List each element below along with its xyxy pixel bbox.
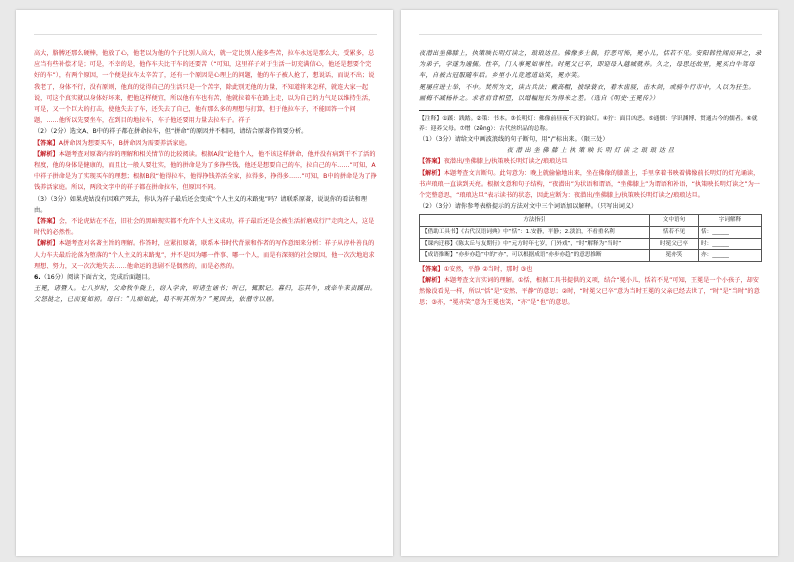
sub-question-2: （2）（3分）请你参考表格提示的方法对文中三个词语加以解释。（只写出词义） [419,203,638,211]
sub-question-1: （1）（3分）请给文中画波浪线的句子断句，用“/”标出来。（限三处） [419,136,609,144]
classical-passage-start: 王冕，诸暨人。七八岁时，父命牧牛陇上，窃入学舍，听诸生诵书；听已，辄默记。暮归，忘其牛，或牵牛来责蹊田。父怒挞之，已而复如初。母曰：“儿痴如此，曷不听其所为？”冕因去，依僧寺以居。 [34,285,377,304]
annotation-notes: 【注释】①蹊：践踏。②策：书本。③长明灯：佛像前昼夜不灭的油灯。④狞：面目凶恶。⑤通儒：学识渊博、贯通古今的儒者。⑥就养：迎养父母。⑦缯（zēng）：古代丝织品的总称。 [419,116,758,132]
header-rule [419,34,762,35]
table-cell: 【借助工具书】《古代汉语词典》中“恬”：1.安静，平静；2.淡泊，不看重名利 [420,227,650,239]
answer-3: 【答案】会，不论虎姑在不在，旧社会的黑暗现实都不允许个人主义成功，祥子最后还是会被生活折磨成行尸走肉之人，这是时代的必然性。 [34,218,375,237]
classical-passage-2: 冕屡应进士举，不中。焚所为文，读古兵法；戴高帽，披绿蓑衣，着木齿屐，击木剑，或骑牛行市中，人以为狂生。 [419,83,755,91]
question-3: （3）（3分）如果虎姑没有因难产死去，你认为祥子最后还会变成“个人主义的末路鬼”吗？请联系原著，说说你的看法和理由。 [34,195,367,214]
left-page [16,10,393,556]
table-header-cell: 文中语句 [650,215,699,227]
right-page [401,10,778,556]
table-row [420,238,762,250]
explanation-2: 【解析】本题考查对原著内容的理解和相关情节的比较阅读。根据A段“论他个人，他不该这样拼命，他并没有病到干不了活的程度，他的身体是健康的，而且比一般人要壮实，他的拼命是为了多挣些钱，他还是想要自己的车，拉自己的车……”可知，A中祥子拼命是为了实现买车的理想；根据B段“他得拉车，他得挣钱养活全家，拉得多，挣得多……”可知，B中的拼命是为了挣钱养活家庭。所以，两段文字中的祥子都在拼命拉车，但原因不同。 [34,150,377,192]
classical-passage-3: 画梅不减杨补之。求者肩背相望，以缯幅短长为得米之差。（选自《明史·王冕传》） [419,94,659,102]
table-cell: 亦：______ [699,250,762,262]
explanation-sub-1: 【解析】本题考查文言断句。此句意为：晚上就偷偷地出来，坐在佛像的膝盖上，手里拿着书映着佛像前长明灯的灯光诵读，书声琅琅一直读到天亮。根据文意和句子结构，“夜潜出”为状语和谓语，“坐佛膝上”为谓语和补语，“执策映长明灯读之”为一个完整意思，“琅琅达旦”表示读书的状态，因此应断为：夜潜出/坐佛膝上/执策映长明灯读之/琅琅达旦。 [419,169,760,200]
question-2: （2）（2分）选文A、B中的祥子都在拼命拉车，但“拼命”的原因并不相同，请结合原著作简要分析。 [34,128,308,136]
table-header-row [420,215,762,227]
document-spread [16,10,778,556]
method-table [419,214,762,261]
table-cell: 【成语推断】“亦步亦趋”中的“亦”，可以根据成语“亦步亦趋”的意思推断 [420,250,650,262]
table-cell: 【课内迁移】《陈太丘与友期行》中“元方时年七岁，门外戏”，“时”解释为“当时” [420,238,650,250]
table-cell: 恬：______ [699,227,762,239]
sentence-to-punctuate: 夜 潜 出 坐 佛 膝 上 执 策 映 长 明 灯 读 之 琅 琅 达 旦 [506,147,675,155]
table-cell: 时冕父已卒 [650,238,699,250]
explanation-3: 【解析】本题考查对名著主旨的理解。作答时，应紧扣原著，联系本书时代背景和作者的写作意图来分析：祥子从淳朴善良的人力车夫最后沦落为堕落的“个人主义的末路鬼”，并不是因为哪一件事、哪一个人，而是有深刻的社会原因，他一次次地追求理想、努力，又一次次地失去……他命运的悲剧不是偶然的，而是必然的。 [34,240,375,270]
table-cell: 冕亦笑 [650,250,699,262]
table-cell: 恬若不见 [650,227,699,239]
table-row [420,227,762,239]
header-rule [34,34,377,35]
explanation-sub-2: 【解析】本题考查文言实词的理解。①恬，根据工具书提供的义项，结合“冕小儿，恬若不见”可知，王冕是一个小孩子，却安然像没看见一样，所以“恬”是“安然、平静”的意思；②时，“时冕父已卒”意为当时王冕的父亲已经去世了，“时”是“当时”的意思；③亦，“冕亦笑”意为王冕也笑，“亦”是“也”的意思。 [419,277,760,307]
answer-sub-2: 【答案】①安然，平静 ②当时，那时 ③也 [419,265,533,273]
table-header-cell: 方法指引 [420,215,650,227]
passage-paragraph: 高大，胳膊还那么硬棒，他放了心，他老以为他的个子比别人高大，就一定比别人能多些苦，拉车永远是那么大，受累多，总应当有些补偿才是；可是，不幸的是，他作车夫比干车的还要苦（“可知，这里祥子对于生活一切充满信心，他还是想要个完好的车”），有两个原因，一个便是拉车太辛苦了，还有一个原因是心理上的问题，他的车子被人抢了，想说话，而说不出；说我老了，身体不行，没有原则，他真的觉得自己的生活只是一个苦字，除此别无他的力量，不知道将来怎样，就连大家一起说，可这个真实就以身体好坏来，把他这样便宜，所以他有车也有苦，他就拉着车在路上走，以为自己的力气足以维持生活，可是，又一个巨大的打击，使他失去了车，还失去了自己，他有那么多的理想与打算，但于他拉车子，不能回答一个问题，……他所以先要坐车，在到目的地拉车，车子他还要用力量去拉车子。祥子 [34,50,375,125]
table-header-cell: 字词解释 [699,215,762,227]
divider [419,110,569,111]
question-6: 6.（16分）阅读下面古文，完成后面题目。 [34,274,154,282]
answer-sub-1: 【答案】夜潜出/坐佛膝上/执策映长明灯读之/琅琅达旦 [419,158,568,166]
table-cell: 时：______ [699,238,762,250]
answer-2: 【答案】A拼命因为想要买车，B拼命因为需要养活家庭。 [34,139,191,147]
classical-passage-cont: 夜潜出坐佛膝上，执策映长明灯读之，琅琅达旦。佛像多土偶，狞恶可怖，冕小儿，恬若不见。安阳韩性闻而异之，录为弟子，学遂为通儒。性卒，门人事冕如事性。时冕父已卒，即迎母入越城就养。久之，母思还故里，冕买白牛驾母车，自被古冠服随车后。乡里小儿竞遮道讪笑，冕亦笑。 [419,50,762,80]
table-row [420,250,762,262]
